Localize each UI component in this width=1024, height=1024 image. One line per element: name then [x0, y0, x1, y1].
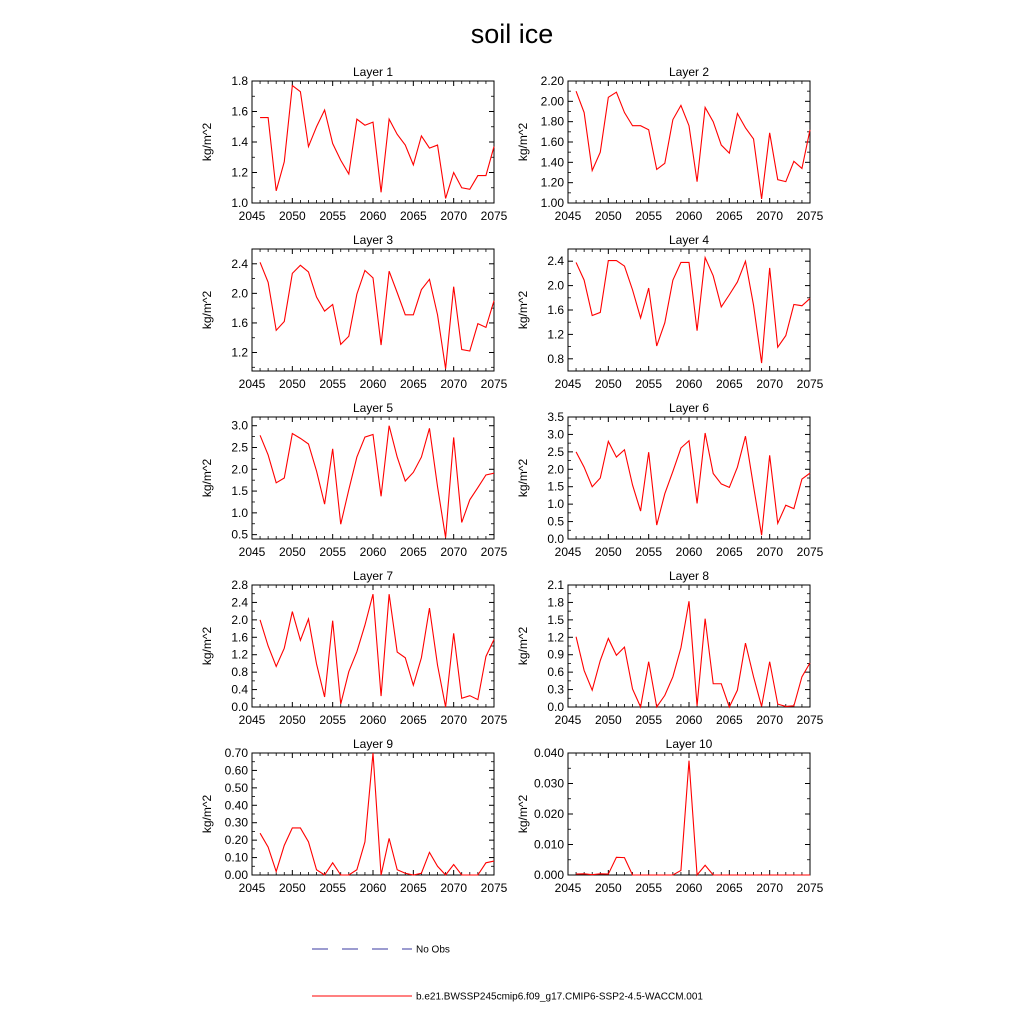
x-tick-label: 2060 [359, 377, 387, 391]
panel-title: Layer 9 [352, 737, 394, 751]
y-tick-label: 0.020 [533, 807, 564, 821]
panel-title: Layer 1 [352, 65, 394, 79]
y-tick-label: 2.4 [231, 595, 248, 610]
x-tick-label: 2045 [554, 545, 582, 559]
legend [312, 945, 703, 1003]
x-tick-label: 2075 [796, 209, 824, 223]
y-axis-label: kg/m^2 [200, 794, 214, 834]
y-axis-label: kg/m^2 [200, 458, 214, 498]
x-tick-label: 2050 [278, 881, 306, 895]
series-line [576, 258, 810, 364]
x-tick-label: 2075 [796, 545, 824, 559]
y-tick-label: 1.0 [231, 505, 248, 520]
x-tick-label: 2065 [715, 881, 743, 895]
y-tick-label: 2.0 [231, 612, 248, 627]
y-tick-label: 1.2 [547, 327, 564, 342]
x-tick-label: 2075 [796, 713, 824, 727]
series-line [576, 433, 810, 535]
series-line [576, 761, 810, 875]
y-tick-label: 0.60 [224, 763, 248, 778]
panel-title: Layer 7 [352, 569, 394, 583]
y-tick-label: 1.6 [231, 315, 248, 330]
plot-frame [568, 81, 810, 203]
y-tick-label: 1.5 [547, 612, 564, 627]
y-tick-label: 1.0 [231, 196, 248, 210]
panel-1 [200, 65, 508, 223]
x-tick-label: 2070 [756, 209, 784, 223]
y-tick-label: 2.20 [540, 74, 564, 88]
legend-item-1 [312, 945, 450, 956]
x-tick-label: 2065 [715, 713, 743, 727]
plot-frame [568, 417, 810, 539]
y-axis-label: kg/m^2 [516, 794, 530, 834]
x-tick-label: 2045 [238, 881, 266, 895]
y-tick-label: 0.8 [547, 351, 564, 366]
x-tick-label: 2055 [635, 713, 663, 727]
y-tick-label: 0.70 [224, 746, 248, 760]
x-tick-label: 2050 [278, 377, 306, 391]
panel-4 [516, 233, 824, 391]
y-tick-label: 2.0 [547, 278, 564, 293]
x-tick-label: 2045 [238, 545, 266, 559]
x-tick-label: 2060 [359, 209, 387, 223]
x-tick-label: 2060 [675, 377, 703, 391]
x-tick-label: 2045 [554, 713, 582, 727]
y-tick-label: 0.30 [224, 815, 248, 830]
x-tick-label: 2050 [278, 713, 306, 727]
panel-2 [516, 65, 824, 223]
y-tick-label: 0.50 [224, 780, 248, 795]
panel-title: Layer 10 [665, 737, 713, 751]
plot-frame [252, 585, 494, 707]
x-tick-label: 2060 [675, 545, 703, 559]
y-tick-label: 0.8 [231, 665, 248, 680]
x-tick-label: 2045 [554, 209, 582, 223]
x-tick-label: 2065 [715, 377, 743, 391]
y-tick-label: 1.2 [231, 165, 248, 180]
y-tick-label: 0.6 [547, 665, 564, 680]
x-tick-label: 2060 [359, 713, 387, 727]
x-tick-label: 2065 [715, 545, 743, 559]
y-tick-label: 0.040 [533, 746, 564, 760]
x-tick-label: 2055 [319, 713, 347, 727]
x-tick-label: 2055 [635, 881, 663, 895]
y-tick-label: 1.00 [540, 196, 564, 210]
x-tick-label: 2070 [440, 377, 468, 391]
y-tick-label: 1.5 [231, 484, 248, 499]
y-tick-label: 1.2 [547, 630, 564, 645]
x-tick-label: 2070 [756, 881, 784, 895]
y-tick-label: 2.1 [547, 578, 564, 592]
x-tick-label: 2050 [278, 545, 306, 559]
x-tick-label: 2055 [319, 545, 347, 559]
y-tick-label: 3.0 [231, 418, 248, 433]
y-tick-label: 0.0 [547, 700, 564, 714]
x-tick-label: 2065 [399, 713, 427, 727]
x-tick-label: 2050 [594, 209, 622, 223]
y-tick-label: 2.00 [540, 94, 564, 109]
x-tick-label: 2060 [359, 545, 387, 559]
y-tick-label: 0.40 [224, 798, 248, 813]
y-tick-label: 1.4 [231, 135, 248, 149]
x-tick-label: 2050 [594, 713, 622, 727]
plot-frame [568, 753, 810, 875]
x-tick-label: 2070 [440, 545, 468, 559]
series-line [576, 601, 810, 707]
x-tick-label: 2050 [594, 881, 622, 895]
y-tick-label: 1.40 [540, 155, 564, 170]
series-line [260, 426, 494, 538]
panel-title: Layer 4 [668, 233, 710, 247]
y-tick-label: 0.20 [224, 833, 248, 848]
figure-title: soil ice [470, 19, 554, 49]
x-tick-label: 2075 [796, 377, 824, 391]
plot-frame [252, 249, 494, 371]
panel-title: Layer 6 [668, 401, 710, 415]
y-tick-label: 0.010 [533, 837, 564, 852]
y-tick-label: 0.000 [533, 868, 564, 882]
y-tick-label: 1.5 [547, 479, 564, 494]
y-axis-label: kg/m^2 [200, 290, 214, 330]
plot-frame [252, 753, 494, 875]
x-tick-label: 2045 [554, 881, 582, 895]
series-line [260, 594, 494, 707]
x-tick-label: 2065 [399, 545, 427, 559]
y-tick-label: 0.0 [547, 532, 564, 546]
panel-5 [200, 401, 508, 559]
y-tick-label: 1.0 [547, 497, 564, 512]
x-tick-label: 2075 [796, 881, 824, 895]
series-line [576, 91, 810, 199]
series-line [260, 753, 494, 875]
panels [200, 65, 824, 895]
legend-label: No Obs [416, 944, 450, 956]
x-tick-label: 2045 [554, 377, 582, 391]
x-tick-label: 2075 [480, 545, 508, 559]
x-tick-label: 2075 [480, 881, 508, 895]
panel-7 [200, 569, 508, 727]
x-tick-label: 2060 [675, 881, 703, 895]
panel-title: Layer 3 [352, 233, 394, 247]
y-axis-label: kg/m^2 [516, 626, 530, 666]
legend-item-2 [312, 992, 703, 1003]
y-tick-label: 0.00 [224, 868, 248, 882]
x-tick-label: 2045 [238, 209, 266, 223]
y-tick-label: 2.8 [231, 578, 248, 592]
y-tick-label: 1.80 [540, 114, 564, 129]
y-tick-label: 2.4 [231, 256, 248, 271]
y-tick-label: 2.0 [231, 286, 248, 301]
y-tick-label: 2.0 [547, 462, 564, 477]
y-tick-label: 2.5 [547, 444, 564, 459]
y-tick-label: 0.4 [231, 682, 248, 697]
y-tick-label: 2.4 [547, 254, 564, 269]
y-tick-label: 3.0 [547, 427, 564, 442]
panel-3 [200, 233, 508, 391]
x-tick-label: 2075 [480, 713, 508, 727]
x-tick-label: 2065 [399, 209, 427, 223]
x-tick-label: 2070 [440, 881, 468, 895]
y-tick-label: 0.9 [547, 647, 564, 662]
panel-10 [516, 737, 824, 895]
x-tick-label: 2070 [440, 209, 468, 223]
plot-frame [252, 81, 494, 203]
x-tick-label: 2050 [594, 377, 622, 391]
y-tick-label: 0.5 [547, 514, 564, 529]
y-tick-label: 2.0 [231, 462, 248, 477]
x-tick-label: 2065 [399, 377, 427, 391]
x-tick-label: 2060 [675, 713, 703, 727]
y-tick-label: 0.10 [224, 850, 248, 865]
y-tick-label: 2.5 [231, 440, 248, 455]
legend-label: b.e21.BWSSP245cmip6.f09_g17.CMIP6-SSP2-4.5-WACCM.001 [416, 991, 703, 1003]
panel-9 [200, 737, 508, 895]
panel-8 [516, 569, 824, 727]
x-tick-label: 2065 [715, 209, 743, 223]
x-tick-label: 2045 [238, 377, 266, 391]
x-tick-label: 2070 [756, 713, 784, 727]
y-tick-label: 0.030 [533, 776, 564, 791]
y-tick-label: 1.60 [540, 135, 564, 149]
x-tick-label: 2055 [319, 377, 347, 391]
x-tick-label: 2050 [278, 209, 306, 223]
y-tick-label: 1.8 [231, 74, 248, 88]
panel-title: Layer 8 [668, 569, 710, 583]
y-axis-label: kg/m^2 [516, 290, 530, 330]
y-axis-label: kg/m^2 [200, 626, 214, 666]
y-tick-label: 1.6 [231, 104, 248, 119]
x-tick-label: 2055 [635, 545, 663, 559]
panel-title: Layer 5 [352, 401, 394, 415]
x-tick-label: 2070 [756, 545, 784, 559]
y-tick-label: 0.0 [231, 700, 248, 714]
series-line [260, 86, 494, 199]
x-tick-label: 2045 [238, 713, 266, 727]
x-tick-label: 2070 [756, 377, 784, 391]
y-tick-label: 0.3 [547, 682, 564, 697]
x-tick-label: 2065 [399, 881, 427, 895]
y-tick-label: 1.6 [231, 630, 248, 645]
y-tick-label: 1.8 [547, 595, 564, 610]
x-tick-label: 2055 [319, 881, 347, 895]
panel-6 [516, 401, 824, 559]
y-tick-label: 1.2 [231, 345, 248, 360]
x-tick-label: 2075 [480, 209, 508, 223]
y-tick-label: 1.20 [540, 175, 564, 190]
x-tick-label: 2055 [319, 209, 347, 223]
x-tick-label: 2070 [440, 713, 468, 727]
x-tick-label: 2060 [675, 209, 703, 223]
x-tick-label: 2055 [635, 377, 663, 391]
y-tick-label: 1.2 [231, 647, 248, 662]
x-tick-label: 2055 [635, 209, 663, 223]
panel-title: Layer 2 [668, 65, 710, 79]
y-tick-label: 0.5 [231, 527, 248, 542]
y-axis-label: kg/m^2 [516, 458, 530, 498]
x-tick-label: 2050 [594, 545, 622, 559]
y-tick-label: 1.6 [547, 303, 564, 317]
y-tick-label: 3.5 [547, 410, 564, 424]
y-axis-label: kg/m^2 [200, 122, 214, 162]
x-tick-label: 2060 [359, 881, 387, 895]
y-axis-label: kg/m^2 [516, 122, 530, 162]
series-line [260, 262, 494, 368]
x-tick-label: 2075 [480, 377, 508, 391]
